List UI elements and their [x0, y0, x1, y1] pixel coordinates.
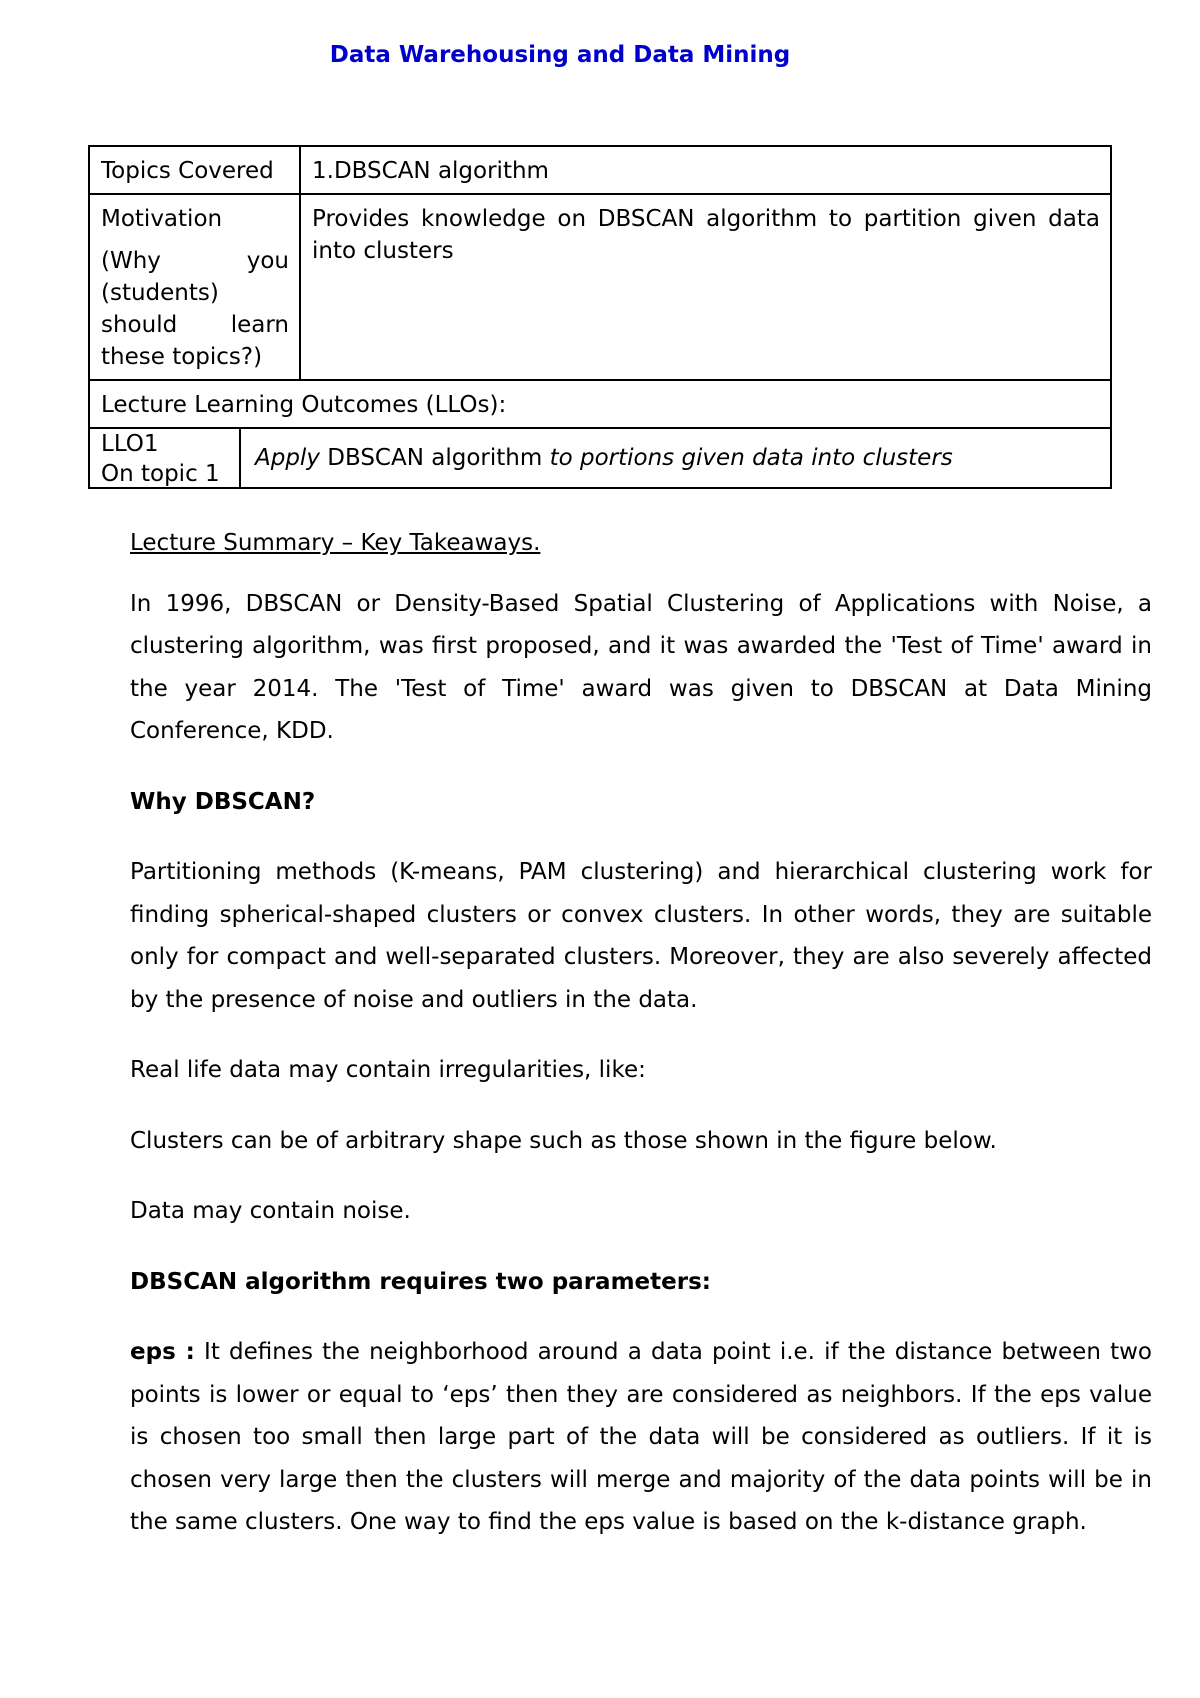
llo-purpose: to portions given data into clusters: [549, 445, 953, 471]
llo-id: LLO1: [101, 431, 159, 457]
why-dbscan-heading: Why DBSCAN?: [130, 788, 316, 815]
llo-topic: On topic 1: [101, 461, 220, 487]
motivation-value: Provides knowledge on DBSCAN algorithm to partition given data into clusters: [300, 194, 1111, 380]
lecture-info-table: [88, 145, 1112, 489]
topics-label: Topics Covered: [89, 146, 300, 194]
topics-row: [89, 146, 1111, 194]
llo-header: Lecture Learning Outcomes (LLOs):: [89, 380, 1111, 428]
eps-paragraph: [130, 1331, 1152, 1544]
eps-term: eps :: [130, 1339, 195, 1365]
noise-paragraph: Data may contain noise.: [130, 1198, 411, 1224]
eps-text: It defines the neighborhood around a data point i.e. if the distance between two points is lower or equal to ‘eps’ then they are considered as neighbors. If the eps value is chosen too small then large part of the data will be considered as outliers. If it is chosen very large then the clusters will merge and majority of the data points will be in the same clusters. One way to find the eps value is based on the k-distance graph.: [130, 1339, 1152, 1535]
llo-row: [89, 428, 1111, 488]
clusters-shape-paragraph: Clusters can be of arbitrary shape such as those shown in the figure below.: [130, 1127, 997, 1154]
motivation-sublabel: (Why you (students) should learn these topics?): [101, 248, 289, 370]
intro-paragraph: In 1996, DBSCAN or Density-Based Spatial Clustering of Applications with Noise, a clustering algorithm, was first proposed, and it was awarded the 'Test of Time' award in the year 2014. The 'Test of Time' award was given to DBSCAN at Data Mining Conference, KDD.: [130, 590, 1152, 744]
llo-description: [241, 429, 1110, 487]
llo-id-cell: [90, 429, 241, 487]
topics-value: 1.DBSCAN algorithm: [300, 146, 1111, 194]
llo-verb: Apply: [255, 445, 320, 471]
summary-heading: Lecture Summary – Key Takeaways.: [130, 530, 541, 556]
llo-cell: [89, 428, 1111, 488]
motivation-row: [89, 194, 1111, 380]
real-life-paragraph: Real life data may contain irregularities, like:: [130, 1057, 646, 1083]
llo-object: DBSCAN algorithm: [319, 445, 550, 471]
llo-header-row: [89, 380, 1111, 428]
parameters-heading: DBSCAN algorithm requires two parameters:: [130, 1268, 711, 1295]
motivation-label-cell: [89, 194, 300, 380]
page-title: Data Warehousing and Data Mining: [329, 42, 791, 68]
motivation-label: Motivation: [101, 206, 223, 232]
lecture-summary: [130, 522, 1152, 1572]
partitioning-paragraph: Partitioning methods (K-means, PAM clustering) and hierarchical clustering work for finding spherical-shaped clusters or convex clusters. In other words, they are suitable only for compact and well-separated clusters. Moreover, they are also severely affected by the presence of noise and outliers in the data.: [130, 859, 1152, 1013]
